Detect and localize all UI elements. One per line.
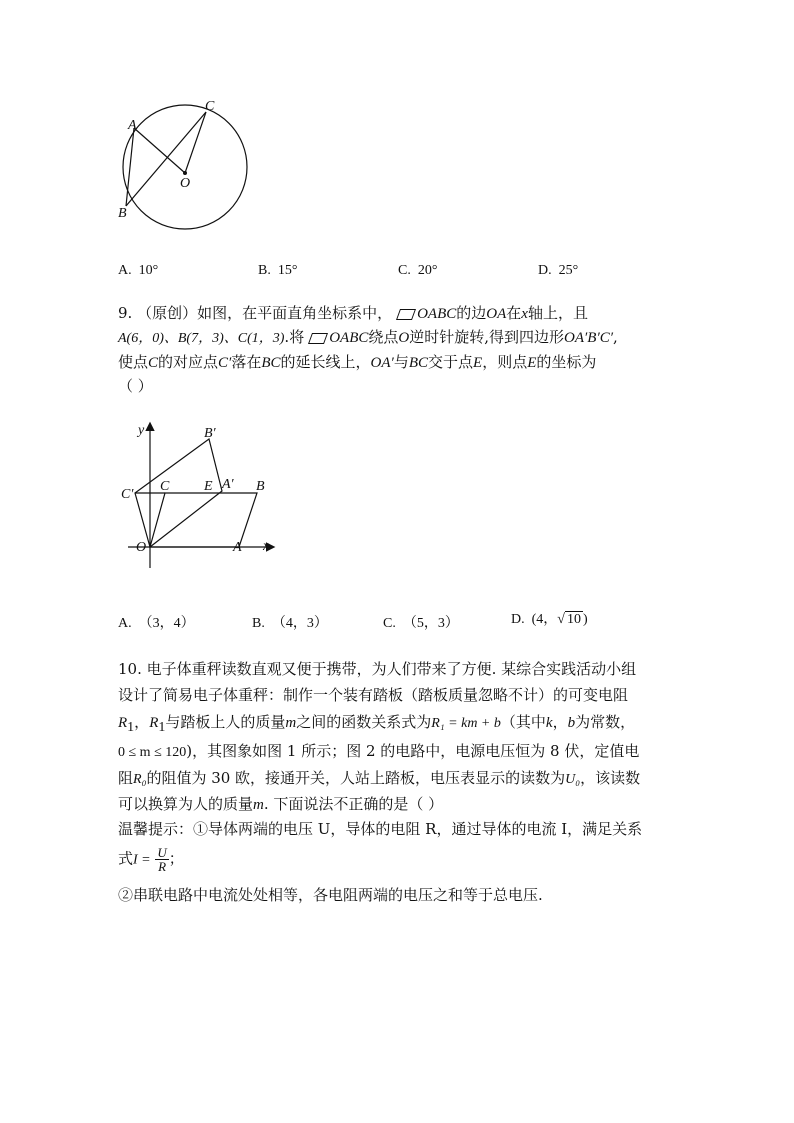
option-letter: C. (383, 616, 396, 631)
center-point (183, 171, 187, 175)
label-a-prime: A′ (222, 477, 234, 492)
option-value: (4， (531, 612, 558, 627)
label-b: B (256, 479, 265, 494)
q9-line-1: 9. （原创）如图，在平面直角坐标系中， OABC的边OA在x轴上，且 (118, 304, 588, 322)
coordinate-figure (118, 418, 283, 578)
label-x: x (263, 539, 270, 554)
q9-option-a[interactable] (118, 612, 195, 632)
q10-line-2: 设计了简易电子体重秤：制作一个装有踏板（踏板质量忽略不计）的可变电阻 (118, 686, 629, 704)
label-c: C (160, 479, 170, 494)
label-a: A (233, 540, 242, 555)
q8-option-d[interactable] (538, 263, 578, 279)
option-letter: A. (118, 263, 132, 278)
circle (123, 105, 247, 229)
q9-answer-blank: （ ） (118, 377, 153, 395)
option-letter: B. (258, 263, 271, 278)
label-b: B (118, 206, 127, 221)
q10-line-1: 10. 电子体重秤读数直观又便于携带，为人们带来了方便. 某综合实践活动小组 (118, 660, 637, 678)
q10-line-3: $R_1$，$R_1$与踏板上人的质量m之间的函数关系式为R₁ = km + b（其中k，b为常数， (118, 713, 636, 735)
label-y: y (138, 423, 145, 438)
label-c-prime: C′ (121, 487, 134, 502)
option-value: （3，4） (138, 616, 195, 631)
parallelogram-oabc (150, 493, 257, 547)
option-value: 25° (558, 263, 579, 278)
label-c: C (205, 99, 215, 114)
fraction: $\frac{U}{R}$ (157, 845, 167, 874)
q8-option-c[interactable] (398, 263, 437, 279)
q9-option-d[interactable]: D. (4，√ 10 ) (511, 612, 588, 627)
option-letter: B. (252, 616, 265, 631)
sqrt-value: 10 (566, 612, 581, 627)
label-o: O (180, 176, 191, 191)
circle-figure (110, 95, 260, 230)
segment-oc (185, 112, 206, 173)
label-a: A (128, 118, 137, 133)
q8-option-a[interactable] (118, 263, 158, 279)
q10-tip-3: ②串联电路中电流处处相等，各电阻两端的电压之和等于总电压. (118, 886, 543, 904)
q10-line-6: 可以换算为人的质量m. 下面说法不正确的是（ ） (118, 795, 444, 813)
label-e: E (204, 479, 213, 494)
parallelogram-icon (396, 309, 416, 320)
option-value-end: ) (582, 612, 588, 627)
q10-tip-2: 式I = $\frac{U}{R}$ ； (118, 845, 184, 874)
q9-line-3: 使点C的对应点C′落在BC的延长线上，OA′与BC交于点E，则点E的坐标为 (118, 353, 597, 371)
option-value: 20° (417, 263, 438, 278)
parallelogram-icon (308, 333, 328, 344)
option-value: （4，3） (271, 616, 328, 631)
option-value: 15° (277, 263, 298, 278)
label-b-prime: B′ (204, 426, 216, 441)
q10-line-5: 阻R₀的阻值为 30 欧，接通开关，人站上踏板，电压表显示的读数为U₀，该读数 (118, 769, 641, 787)
option-letter: D. (538, 263, 552, 278)
q10-tip-1: 温馨提示：①导体两端的电压 U，导体的电阻 R，通过导体的电流 I，满足关系 (118, 820, 643, 838)
option-letter: C. (398, 263, 411, 278)
option-letter: D. (511, 612, 525, 627)
option-value: （5，3） (402, 616, 459, 631)
option-value: 10° (138, 263, 159, 278)
q8-option-b[interactable] (258, 263, 297, 279)
label-o: O (136, 540, 147, 555)
q9-line-2: A(6，0)、B(7，3)、C(1，3).将 OABC绕点O逆时针旋转,得到四边形OA′B′C′, (118, 328, 618, 346)
q10-line-4: 0 ≤ m ≤ 120)，其图象如图 1 所示；图 2 的电路中，电源电压恒为 8 伏，定值电 (118, 742, 640, 760)
option-letter: A. (118, 616, 132, 631)
q9-option-c[interactable] (383, 612, 459, 632)
q9-option-b[interactable] (252, 612, 328, 632)
